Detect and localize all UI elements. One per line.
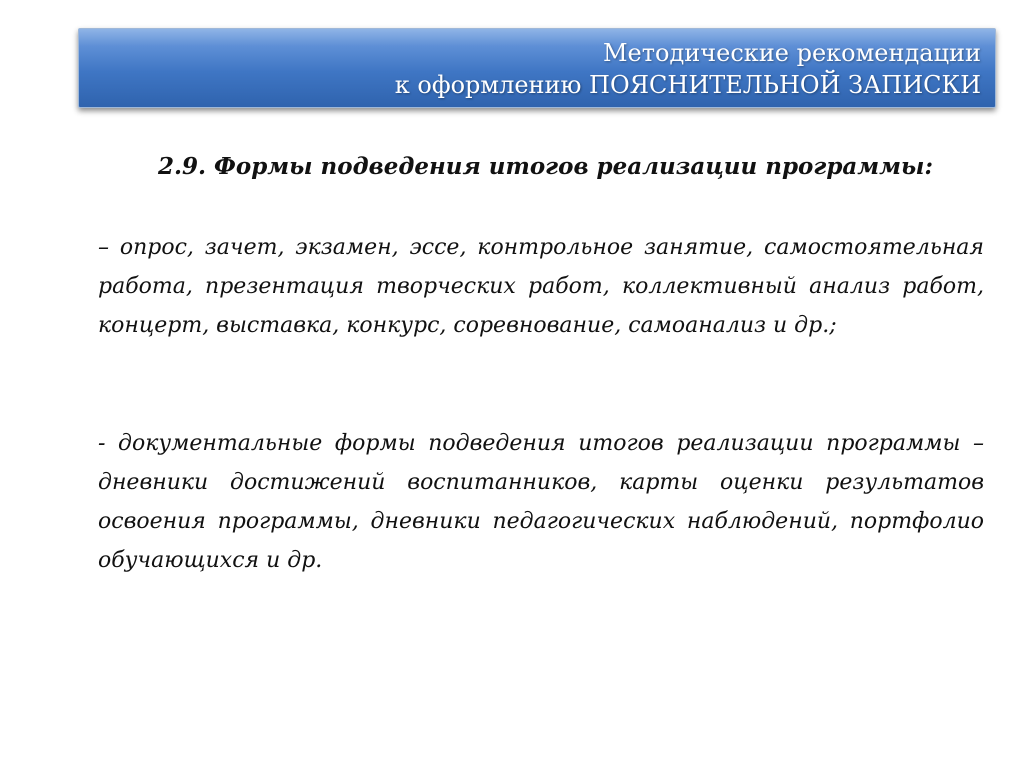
- paragraph-documentary-forms: - документальные формы подведения итогов реализации программы – дневники достижений воспитанников, карты оценки результатов освоения программы, дневники педагогических наблюдений, портфолио обучающихся и др.: [98, 431, 984, 573]
- paragraph-forms-list: – опрос, зачет, экзамен, эссе, контрольное занятие, самостоятельная работа, презентация творческих работ, коллективный анализ работ, концерт, выставка, конкурс, соревнование, самоанализ и др.;: [98, 235, 984, 338]
- title-line-2: к оформлению ПОЯСНИТЕЛЬНОЙ ЗАПИСКИ: [394, 71, 981, 99]
- title-banner: [78, 28, 996, 108]
- section-heading: 2.9. Формы подведения итогов реализации программы:: [158, 153, 933, 180]
- title-line-1: Методические рекомендации: [602, 39, 981, 67]
